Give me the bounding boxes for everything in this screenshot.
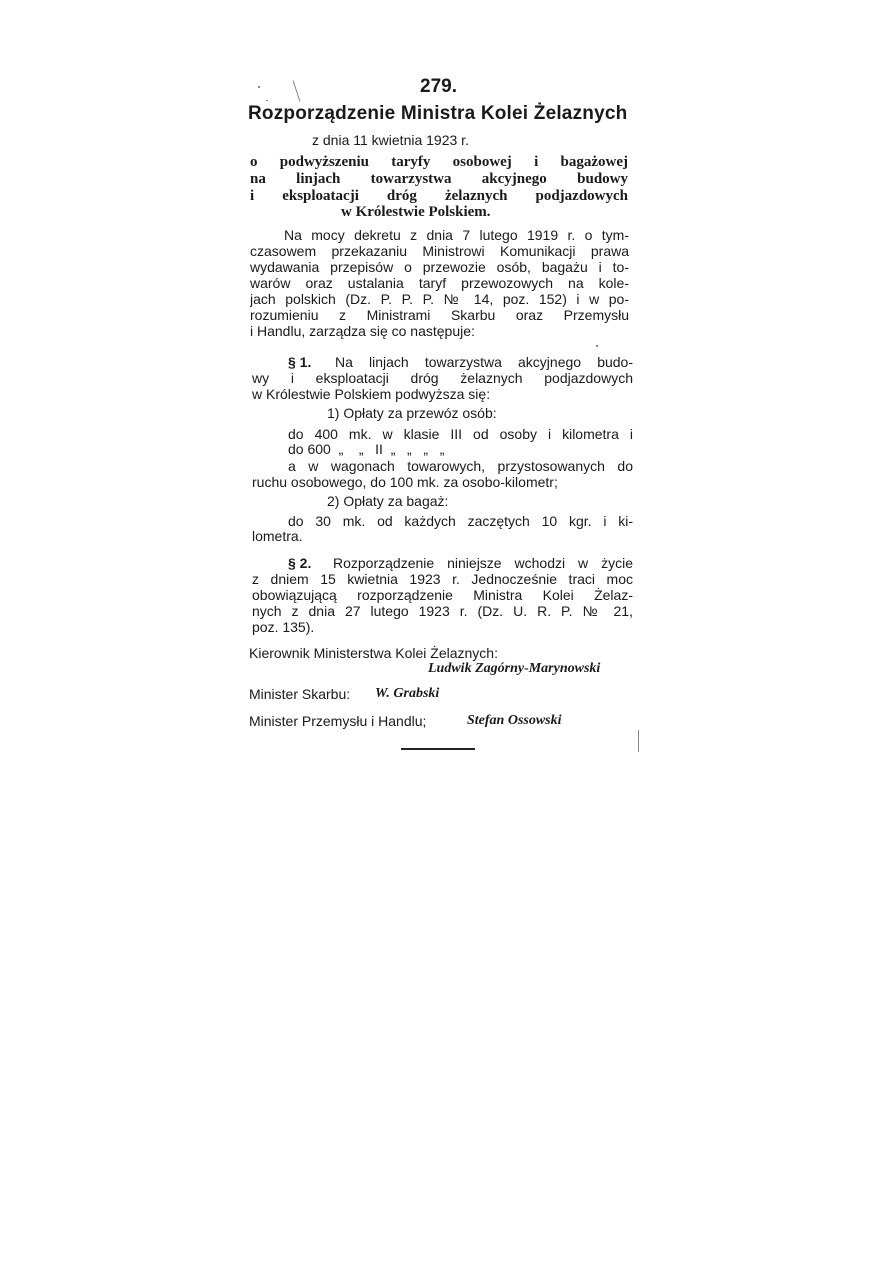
section-1-line: w Królestwie Polskiem podwyższa się: [252, 386, 491, 402]
scan-speck [258, 86, 260, 88]
item-1-line: ruchu osobowego, do 100 mk. za osobo-kilometr; [252, 474, 558, 490]
section-1-mark: § 1. [288, 354, 312, 370]
section-2-line: nych z dnia 27 lutego 1923 r. (Dz. U. R. P. № 21, [252, 603, 633, 619]
scan-speck [266, 100, 268, 101]
signature-name: Stefan Ossowski [467, 713, 562, 728]
item-1-line: a w wagonach towarowych, przystosowanych do [288, 458, 633, 474]
item-1-heading: 1) Opłaty za przewóz osób: [327, 405, 497, 421]
section-2-line: obowiązującą rozporządzenie Ministra Kolei Żelaz- [252, 587, 633, 603]
section-2-line: poz. 135). [252, 619, 315, 635]
preamble-line: jach polskich (Dz. P. P. P. № 14, poz. 152) i w po- [250, 291, 629, 307]
item-2-heading: 2) Opłaty za bagaż: [327, 493, 449, 509]
subject-line: i eksploatacji dróg żelaznych podjazdowych [250, 188, 628, 204]
scan-speck [293, 80, 301, 101]
preamble-line: wydawania przepisów o przewozie osób, bagażu i to- [250, 259, 629, 275]
scan-speck [638, 730, 639, 752]
scan-speck [596, 345, 598, 347]
preamble-line: Na mocy dekretu z dnia 7 lutego 1919 r. o tym- [284, 227, 629, 243]
preamble-line: warów oraz ustalania taryf przewozowych na kole- [250, 275, 629, 291]
section-2-line: z dniem 15 kwietnia 1923 r. Jednocześnie traci moc [252, 571, 633, 587]
regulation-title: Rozporządzenie Ministra Kolei Żelaznych [248, 103, 628, 124]
signature-role: Minister Skarbu: [249, 686, 351, 702]
preamble-line: czasowem przekazaniu Ministrowi Komunikacji prawa [250, 243, 629, 259]
section-1-line: wy i eksploatacji dróg żelaznych podjazdowych [252, 370, 633, 386]
section-2-mark: § 2. [288, 555, 312, 571]
item-2-line: lometra. [252, 528, 303, 544]
item-1-line: do 400 mk. w klasie III od osoby i kilometra i [288, 426, 633, 442]
signature-name: W. Grabski [375, 686, 440, 701]
section-1-line: Na linjach towarzystwa akcyjnego budo- [335, 354, 633, 370]
subject-line: na linjach towarzystwa akcyjnego budowy [250, 171, 628, 187]
closing-rule [401, 748, 475, 750]
signature-name: Ludwik Zagórny-Marynowski [428, 661, 601, 676]
signature-role: Kierownik Ministerstwa Kolei Żelaznych: [249, 645, 498, 661]
preamble-line: i Handlu, zarządza się co następuje: [250, 323, 475, 339]
section-2-line: Rozporządzenie niniejsze wchodzi w życie [333, 555, 633, 571]
item-1-line: do 600 „ „ II „ „ „ „ [288, 441, 445, 457]
item-2-line: do 30 mk. od każdych zaczętych 10 kgr. i ki- [288, 513, 633, 529]
regulation-date: z dnia 11 kwietnia 1923 r. [312, 132, 469, 148]
preamble-line: rozumieniu z Ministrami Skarbu oraz Przemysłu [250, 307, 629, 323]
signature-role: Minister Przemysłu i Handlu; [249, 713, 427, 729]
subject-line: o podwyższeniu taryfy osobowej i bagażowej [250, 154, 628, 170]
page-number: 279. [420, 76, 457, 97]
subject-line: w Królestwie Polskiem. [341, 204, 491, 220]
